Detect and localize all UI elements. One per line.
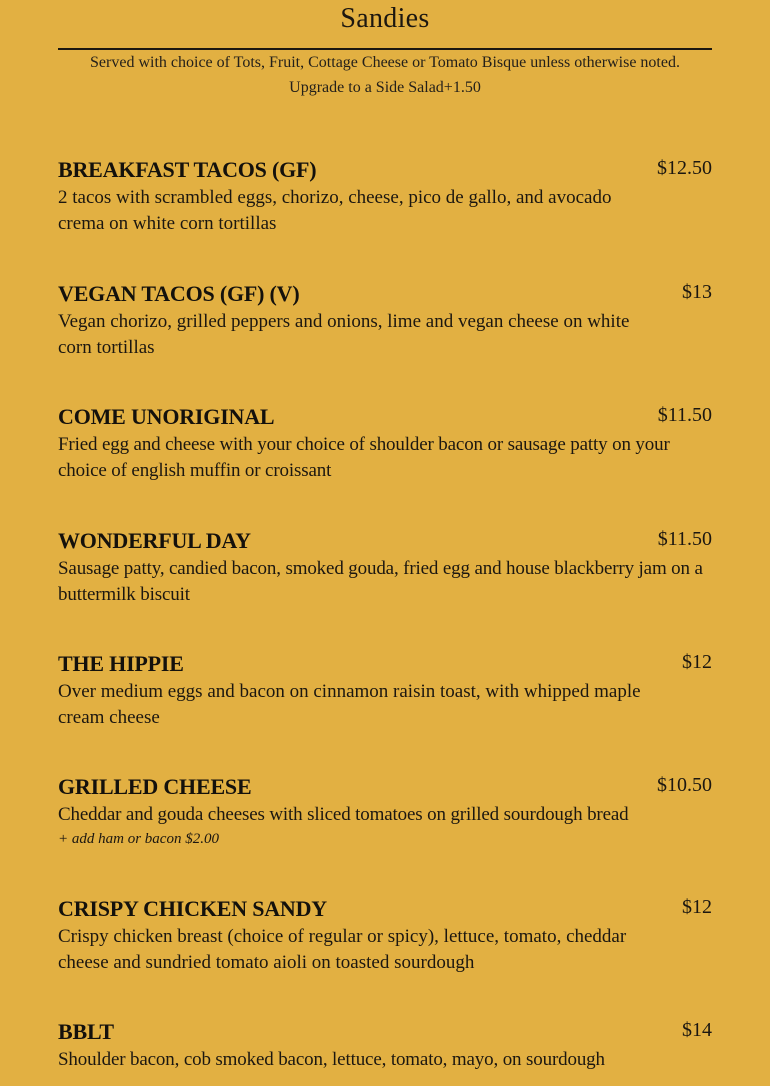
menu-item-header [58,1017,712,1047]
menu-item-description: 2 tacos with scrambled eggs, chorizo, cheese, pico de gallo, and avocado crema on white corn tortillas [58,187,612,234]
menu-item-name: GRILLED CHEESE [58,774,252,799]
menu-item-come-unoriginal [58,402,712,484]
menu-item-header [58,279,712,309]
menu-item-wonderful-day [58,526,712,608]
menu-item-vegan-tacos [58,279,712,361]
header-divider [58,48,712,50]
menu-item-grilled-cheese [58,772,712,850]
menu-item-description: Over medium eggs and bacon on cinnamon raisin toast, with whipped maple cream cheese [58,681,641,728]
menu-item-breakfast-tacos [58,155,712,237]
menu-item-description: Fried egg and cheese with your choice of shoulder bacon or sausage patty on your choice of english muffin or croissant [58,434,670,481]
section-title: Sandies [340,3,430,34]
menu-item-name: WONDERFUL DAY [58,528,251,553]
menu-item-header [58,526,712,556]
menu-item-add-on-note: + add ham or bacon $2.00 [58,831,219,847]
menu-item-price: $12 [682,896,712,918]
menu-item-description: Shoulder bacon, cob smoked bacon, lettuce, tomato, mayo, on sourdough [58,1049,605,1070]
menu-item-header [58,155,712,185]
menu-item-price: $10.50 [657,774,712,796]
menu-item-price: $14 [682,1019,712,1041]
menu-item-description: Vegan chorizo, grilled peppers and onions, lime and vegan cheese on white corn tortillas [58,311,630,358]
menu-header [58,0,712,100]
menu-item-header [58,772,712,802]
menu-item-name: THE HIPPIE [58,651,184,676]
menu-item-bblt [58,1017,712,1073]
menu-item-header [58,649,712,679]
menu-item-description: Cheddar and gouda cheeses with sliced tomatoes on grilled sourdough bread [58,804,629,825]
menu-item-description: Crispy chicken breast (choice of regular or spicy), lettuce, tomato, cheddar cheese and sundried tomato aioli on toasted sourdough [58,926,627,973]
menu-item-crispy-chicken-sandy [58,894,712,976]
menu-item-name: COME UNORIGINAL [58,404,275,429]
menu-item-name: BREAKFAST TACOS (GF) [58,157,317,182]
menu-item-price: $12.50 [657,157,712,179]
menu-item-name: CRISPY CHICKEN SANDY [58,896,327,921]
menu-item-price: $13 [682,281,712,303]
menu-item-price: $12 [682,651,712,673]
served-with-note: Served with choice of Tots, Fruit, Cottage Cheese or Tomato Bisque unless otherwise noted. [90,54,680,71]
menu-item-description: Sausage patty, candied bacon, smoked gouda, fried egg and house blackberry jam on a buttermilk biscuit [58,558,703,605]
menu-item-name: BBLT [58,1019,114,1044]
menu-item-price: $11.50 [657,404,712,426]
menu-item-header [58,402,712,432]
upgrade-note: Upgrade to a Side Salad+1.50 [289,79,481,96]
menu-item-price: $11.50 [657,528,712,550]
menu-item-name: VEGAN TACOS (GF) (V) [58,281,300,306]
menu-item-header [58,894,712,924]
menu-item-the-hippie [58,649,712,731]
